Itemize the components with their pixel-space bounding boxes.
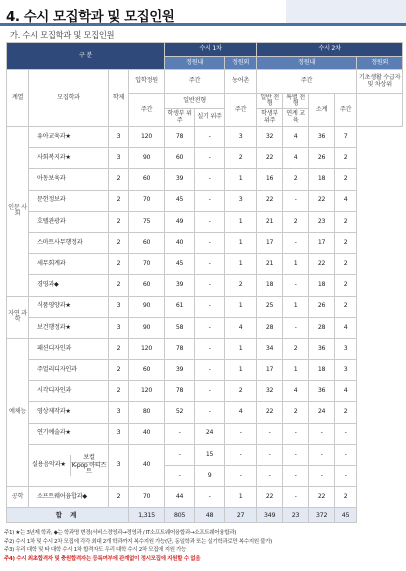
value-cell: 1 [225, 254, 257, 275]
capacity-cell: 70 [129, 190, 165, 211]
value-cell: 4 [283, 148, 309, 169]
value-cell: - [195, 338, 225, 359]
dept-name: 실용음악과★ [32, 461, 66, 469]
dept-cell: 문헌정보과 [29, 190, 109, 211]
header-ipak-jugan: 주간 [129, 94, 165, 127]
total-cell: 45 [335, 508, 357, 523]
year-cell: 3 [109, 423, 129, 444]
value-cell: 22 [309, 487, 335, 508]
value-cell: 22 [257, 402, 283, 423]
value-cell: - [195, 487, 225, 508]
capacity-cell: 120 [129, 381, 165, 402]
value-cell: 78 [165, 127, 195, 148]
dept-cell: 영상제작과★ [29, 402, 109, 423]
value-cell: - [195, 254, 225, 275]
header-susi1-jeongwonoe: 정원외 [225, 57, 257, 70]
dept-cell: 아동보육과 [29, 169, 109, 190]
capacity-cell: 70 [129, 487, 165, 508]
value-cell: 39 [165, 360, 195, 381]
total-cell: 805 [165, 508, 195, 523]
value-cell: 61 [165, 296, 195, 317]
header-yeongye: 연계 교육 [283, 109, 309, 127]
capacity-cell: 40 [129, 444, 165, 486]
total-cell: 349 [257, 508, 283, 523]
dept-cell: 주얼리디자인과 [29, 360, 109, 381]
year-cell: 3 [109, 444, 129, 486]
value-cell: - [309, 423, 335, 444]
dept-cell: 스마트사무행정과 [29, 232, 109, 253]
year-cell: 3 [109, 148, 129, 169]
value-cell: 45 [165, 254, 195, 275]
header-susi1-jugan: 주간 [165, 70, 225, 94]
value-cell: 2 [283, 402, 309, 423]
header-special: 기초생활 수급자 및 차상위 [357, 70, 403, 94]
dept-cell: 패션디자인과 [29, 338, 109, 359]
total-cell: 1,315 [129, 508, 165, 523]
value-cell: 22 [257, 487, 283, 508]
value-cell: - [195, 211, 225, 232]
table-row [7, 360, 403, 381]
dept-cell: 보건행정과★ [29, 317, 109, 338]
value-cell: - [257, 466, 283, 487]
header-gyeyeol: 계열 [7, 70, 29, 127]
dept-cell: 유아교육과★ [29, 127, 109, 148]
year-cell: 2 [109, 487, 129, 508]
value-cell: 17 [257, 232, 283, 253]
value-cell: 1 [283, 254, 309, 275]
year-cell: 3 [109, 317, 129, 338]
capacity-cell: 120 [129, 127, 165, 148]
value-cell: 2 [335, 402, 357, 423]
value-cell: 4 [335, 317, 357, 338]
capacity-cell: 120 [129, 338, 165, 359]
value-cell: 52 [165, 402, 195, 423]
total-cell: 27 [225, 508, 257, 523]
header-dept: 모집학과 [29, 70, 109, 127]
value-cell: 18 [309, 169, 335, 190]
value-cell: 7 [335, 127, 357, 148]
header-susi1: 수시 1차 [165, 43, 257, 57]
value-cell: 23 [309, 211, 335, 232]
value-cell: 22 [309, 254, 335, 275]
table-row [7, 338, 403, 359]
header-year: 학제 [109, 70, 129, 127]
header-ilban: 일반전형 [165, 94, 225, 109]
value-cell: 2 [283, 211, 309, 232]
value-cell: 24 [195, 423, 225, 444]
header-susi2: 수시 2차 [257, 43, 403, 57]
value-cell: - [283, 317, 309, 338]
value-cell: 45 [165, 190, 195, 211]
sub-track: 보컬 [71, 455, 107, 463]
value-cell: 4 [335, 381, 357, 402]
value-cell: - [165, 444, 195, 465]
header-teukbyeol: 특별 전형 [283, 94, 309, 109]
value-cell: 15 [195, 444, 225, 465]
value-cell: 4 [335, 190, 357, 211]
value-cell: 18 [309, 275, 335, 296]
value-cell: 21 [257, 211, 283, 232]
value-cell: 1 [225, 487, 257, 508]
value-cell: - [283, 232, 309, 253]
value-cell: - [309, 466, 335, 487]
value-cell: 2 [335, 487, 357, 508]
header-nongeochon: 농어촌 [225, 70, 257, 94]
table-row [7, 148, 403, 169]
value-cell: - [283, 275, 309, 296]
sub-track: K-pop 아티스트 [71, 461, 107, 476]
value-cell: 24 [309, 402, 335, 423]
value-cell: 16 [257, 169, 283, 190]
value-cell: 4 [225, 317, 257, 338]
table-row [7, 402, 403, 423]
capacity-cell: 60 [129, 275, 165, 296]
total-label: 합 계 [7, 508, 129, 523]
capacity-cell: 60 [129, 232, 165, 253]
value-cell: 4 [283, 127, 309, 148]
value-cell: - [283, 466, 309, 487]
header-susi1-jeongwonnae: 정원내 [165, 57, 225, 70]
value-cell: - [225, 466, 257, 487]
capacity-cell: 90 [129, 317, 165, 338]
value-cell: 2 [335, 254, 357, 275]
value-cell: 60 [165, 148, 195, 169]
value-cell: 26 [309, 296, 335, 317]
value-cell: 1 [283, 296, 309, 317]
year-cell: 2 [109, 275, 129, 296]
table-row [7, 232, 403, 253]
value-cell: - [283, 423, 309, 444]
value-cell: 2 [335, 232, 357, 253]
value-cell: - [195, 232, 225, 253]
value-cell: 17 [309, 232, 335, 253]
dept-cell: 식품영양과★ [29, 296, 109, 317]
value-cell: 3 [335, 360, 357, 381]
value-cell: - [335, 466, 357, 487]
value-cell: 22 [257, 190, 283, 211]
value-cell: - [283, 487, 309, 508]
value-cell: - [257, 444, 283, 465]
capacity-cell: 90 [129, 296, 165, 317]
year-cell: 3 [109, 296, 129, 317]
dept-cell: 시각디자인과 [29, 381, 109, 402]
value-cell: 28 [309, 317, 335, 338]
capacity-cell: 75 [129, 211, 165, 232]
value-cell: 2 [335, 296, 357, 317]
value-cell: - [195, 127, 225, 148]
value-cell: 2 [283, 338, 309, 359]
dept-cell: 연기예술과★ [29, 423, 109, 444]
value-cell: - [225, 444, 257, 465]
table-row [7, 169, 403, 190]
value-cell: 2 [225, 148, 257, 169]
value-cell: 1 [225, 169, 257, 190]
footnote-3: 주3) 우리 대학 및 타 대학 수시 1차 합격자도 우리 대학 수시 2차 모집에 지원 가능 [4, 547, 187, 554]
table-row [7, 444, 403, 465]
value-cell: - [195, 275, 225, 296]
value-cell: - [335, 423, 357, 444]
value-cell: - [195, 317, 225, 338]
year-cell: 2 [109, 338, 129, 359]
value-cell: 1 [225, 338, 257, 359]
footnote-2: 주2) 수시 1차 및 수시 2차 모집에 각각 최대 2개 학과까지 복수지원 가능(단, 동일학과 또는 실기학과로만 복수지원 불가) [4, 538, 272, 545]
header-susi2-jeongwonoe: 정원외 [357, 57, 403, 70]
year-cell: 2 [109, 254, 129, 275]
value-cell: 18 [257, 275, 283, 296]
value-cell: 4 [283, 381, 309, 402]
footnote-4: 주4) 수시 최초합격자 및 충원합격자는 등록여부에 관계없이 정시모집에 지원할 수 없음 [4, 555, 201, 562]
header-hakseng: 학생부 위주 [165, 109, 195, 127]
capacity-cell: 40 [129, 423, 165, 444]
value-cell: 49 [165, 211, 195, 232]
value-cell: - [225, 423, 257, 444]
value-cell: 2 [335, 275, 357, 296]
value-cell: 17 [257, 360, 283, 381]
value-cell: 4 [225, 402, 257, 423]
value-cell: - [165, 423, 195, 444]
capacity-cell: 60 [129, 169, 165, 190]
table-row [7, 423, 403, 444]
value-cell: 2 [335, 211, 357, 232]
value-cell: - [195, 402, 225, 423]
sector-cell: 인문 사회 [7, 127, 29, 297]
value-cell: 39 [165, 275, 195, 296]
total-cell: 372 [309, 508, 335, 523]
header-hakseng2: 학생부 위주 [257, 109, 283, 127]
value-cell: 22 [309, 190, 335, 211]
dept-cell: 세무회계과 [29, 254, 109, 275]
page-title: 4. 수시 모집학과 및 모집인원 [6, 9, 175, 25]
value-cell: 39 [165, 169, 195, 190]
value-cell: 1 [225, 232, 257, 253]
table-row [7, 275, 403, 296]
value-cell: 2 [283, 169, 309, 190]
value-cell: 1 [225, 296, 257, 317]
table-row [7, 211, 403, 232]
table-row [7, 254, 403, 275]
header-susi2-jugan: 주간 [257, 70, 357, 94]
value-cell: - [283, 444, 309, 465]
value-cell: 3 [225, 190, 257, 211]
year-cell: 2 [109, 211, 129, 232]
year-cell: 2 [109, 190, 129, 211]
value-cell: 34 [257, 338, 283, 359]
sector-cell: 공학 [7, 487, 29, 508]
dept-cell [29, 444, 109, 486]
header-sogye2 [357, 94, 403, 127]
value-cell: 78 [165, 338, 195, 359]
value-cell: 36 [309, 127, 335, 148]
value-cell: 32 [257, 381, 283, 402]
table-row [7, 296, 403, 317]
value-cell: 1 [225, 360, 257, 381]
value-cell: 78 [165, 381, 195, 402]
table-row [7, 381, 403, 402]
capacity-cell: 90 [129, 148, 165, 169]
value-cell: 44 [165, 487, 195, 508]
value-cell: 25 [257, 296, 283, 317]
value-cell: - [165, 466, 195, 487]
value-cell: 2 [335, 169, 357, 190]
year-cell: 2 [109, 381, 129, 402]
value-cell: - [335, 444, 357, 465]
footnotes [4, 529, 404, 563]
title-bar [0, 0, 406, 26]
value-cell: 36 [309, 338, 335, 359]
value-cell: - [195, 360, 225, 381]
value-cell: - [257, 423, 283, 444]
total-cell: 48 [195, 508, 225, 523]
sector-cell: 자연 과학 [7, 296, 29, 338]
header-ilban2: 일반 전형 [257, 94, 283, 109]
table-row [7, 317, 403, 338]
value-cell: 18 [309, 360, 335, 381]
dept-cell: 경영과◆ [29, 275, 109, 296]
value-cell: 1 [225, 211, 257, 232]
year-cell: 2 [109, 232, 129, 253]
dept-cell: 호텔관광과 [29, 211, 109, 232]
total-row [7, 508, 403, 523]
header-sogye: 소계 [309, 94, 335, 127]
value-cell: 9 [195, 466, 225, 487]
value-cell: 21 [257, 254, 283, 275]
value-cell: 40 [165, 232, 195, 253]
header-ipak: 입학정원 [129, 70, 165, 94]
value-cell: - [195, 169, 225, 190]
value-cell: - [195, 190, 225, 211]
capacity-cell: 60 [129, 360, 165, 381]
value-cell: - [195, 148, 225, 169]
value-cell: 3 [335, 338, 357, 359]
dept-cell: 사회복지과★ [29, 148, 109, 169]
capacity-cell: 80 [129, 402, 165, 423]
value-cell: 3 [225, 127, 257, 148]
value-cell: - [195, 381, 225, 402]
year-cell: 3 [109, 127, 129, 148]
value-cell: - [195, 296, 225, 317]
value-cell: 2 [225, 275, 257, 296]
value-cell: 32 [257, 127, 283, 148]
header-special-jugan: 주간 [335, 94, 357, 127]
admission-table [6, 42, 403, 523]
value-cell: 36 [309, 381, 335, 402]
header-silgi: 실기 위주 [195, 109, 225, 127]
dept-cell: 소프트웨어융합과◆ [29, 487, 109, 508]
section-subtitle: 가. 수시 모집학과 및 모집인원 [10, 30, 115, 40]
value-cell: 22 [257, 148, 283, 169]
year-cell: 3 [109, 402, 129, 423]
table-row [7, 487, 403, 508]
header-gubun: 구 분 [7, 43, 165, 70]
value-cell: 28 [257, 317, 283, 338]
value-cell: - [283, 190, 309, 211]
table-row [7, 127, 403, 148]
table-row [7, 190, 403, 211]
value-cell: - [309, 444, 335, 465]
header-nong-jugan: 주간 [225, 94, 257, 127]
header-susi2-jeongwonnae: 정원내 [257, 57, 357, 70]
title-accent [286, 0, 406, 23]
total-cell: 23 [283, 508, 309, 523]
value-cell: 2 [335, 148, 357, 169]
value-cell: 26 [309, 148, 335, 169]
year-cell: 2 [109, 169, 129, 190]
value-cell: 2 [225, 381, 257, 402]
capacity-cell: 70 [129, 254, 165, 275]
value-cell: 1 [283, 360, 309, 381]
value-cell: 58 [165, 317, 195, 338]
footnote-1: 주1) ★는 3년제 학과, ◆는 학과명 변경(서비스경영과→경영과 / IT소프트웨어융합과→소프트웨어융합과) [4, 530, 237, 536]
sector-cell: 예체능 [7, 338, 29, 486]
year-cell: 2 [109, 360, 129, 381]
